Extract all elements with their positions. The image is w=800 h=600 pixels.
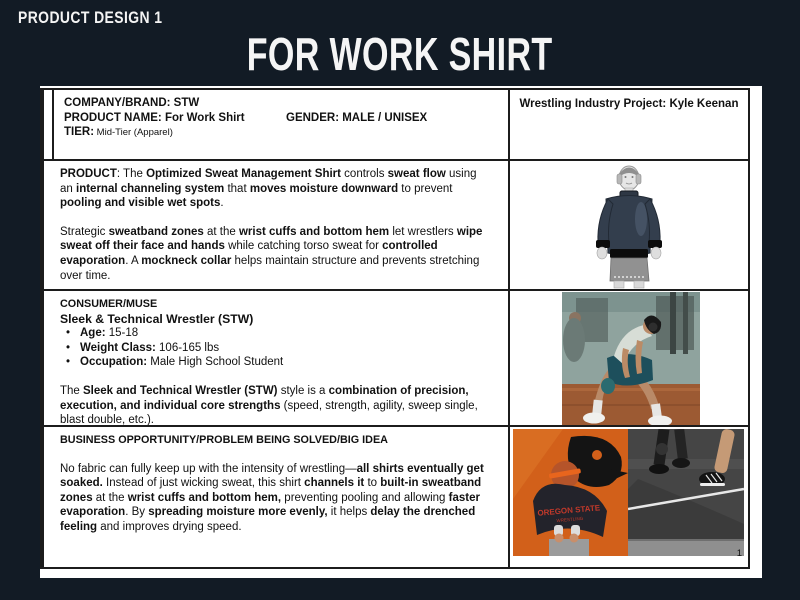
business-section-title: BUSINESS OPPORTUNITY/PROBLEM BEING SOLVED/BIG IDEA (60, 434, 388, 446)
consumer-subtitle: Sleek & Technical Wrestler (STW) (60, 311, 254, 326)
business-paragraph: No fabric can fully keep up with the intensity of wrestling—all shirts eventually get soaked. Instead of just wicking sweat, this shirt channels it to built-in sweatband zones at the wrist cuffs and bottom hem, preventing pooling and allowing faster evaporation. By spreading moisture more evenly, it helps delay the drenched feeling and improves drying speed. (60, 462, 484, 533)
wrestler-stance-photo (562, 292, 700, 425)
consumer-paragraph: The Sleek and Technical Wrestler (STW) style is a combination of precision, execution, and individual core strengths (speed, strength, agility, sweep single, blast double, etc.). (60, 384, 478, 425)
page-number: 1 (736, 548, 742, 559)
product-paragraph-2: Strategic sweatband zones at the wrist cuffs and bottom hem let wrestlers wipe sweat off their face and hands while catching torso sweat for controlled evaporation. A mockneck collar helps maintain structure and prevents stretching over time. (60, 225, 483, 282)
product-sketch-image (556, 163, 702, 289)
consumer-bullets (60, 326, 488, 370)
bullet-dot: • (66, 356, 71, 369)
bullet-item: • Weight Class: 106-165 lbs (66, 341, 220, 354)
gender-label: GENDER: MALE / UNISEX (286, 111, 428, 124)
product-name-label: PRODUCT NAME: For Work Shirt (64, 111, 245, 124)
slide-title: FOR WORK SHIRT (247, 28, 553, 80)
wrestling-mat-feet-photo (628, 429, 744, 556)
product-name-line (64, 111, 498, 126)
business-image-cell (508, 425, 748, 567)
consumer-section-title: CONSUMER/MUSE (60, 298, 158, 310)
product-image-cell (508, 159, 748, 289)
company-brand-line: COMPANY/BRAND: STW (64, 97, 200, 109)
product-paragraph-1: PRODUCT: The Optimized Sweat Management Shirt controls sweat flow using an internal channeling system that moves moisture downward to prevent pooling and visible wet spots. (60, 168, 477, 210)
bullet-dot: • (66, 341, 71, 354)
info-box (52, 90, 508, 159)
bullet-item: • Occupation: Male High School Student (66, 356, 284, 369)
tier-line (64, 125, 498, 141)
bullet-item: • Age: 15-18 (66, 327, 139, 340)
info-cell (44, 90, 508, 159)
svg-text:WRESTLING: WRESTLING (556, 515, 584, 524)
consumer-cell (44, 289, 508, 425)
tier-label: TIER: (64, 126, 95, 139)
business-cell (44, 425, 508, 567)
svg-text:OREGON STATE: OREGON STATE (537, 503, 601, 518)
spec-table (40, 88, 750, 569)
project-cell (508, 90, 748, 159)
product-cell (44, 159, 508, 289)
content-card (40, 86, 762, 578)
title-bar (0, 27, 800, 81)
consumer-image-cell (508, 289, 748, 425)
bullet-dot: • (66, 327, 71, 340)
tier-value: Mid-Tier (Apparel) (94, 127, 173, 139)
course-badge: PRODUCT DESIGN 1 (18, 8, 163, 27)
project-title: Wrestling Industry Project: Kyle Keenan (519, 98, 739, 110)
oregon-state-wrestler-photo (513, 429, 628, 556)
